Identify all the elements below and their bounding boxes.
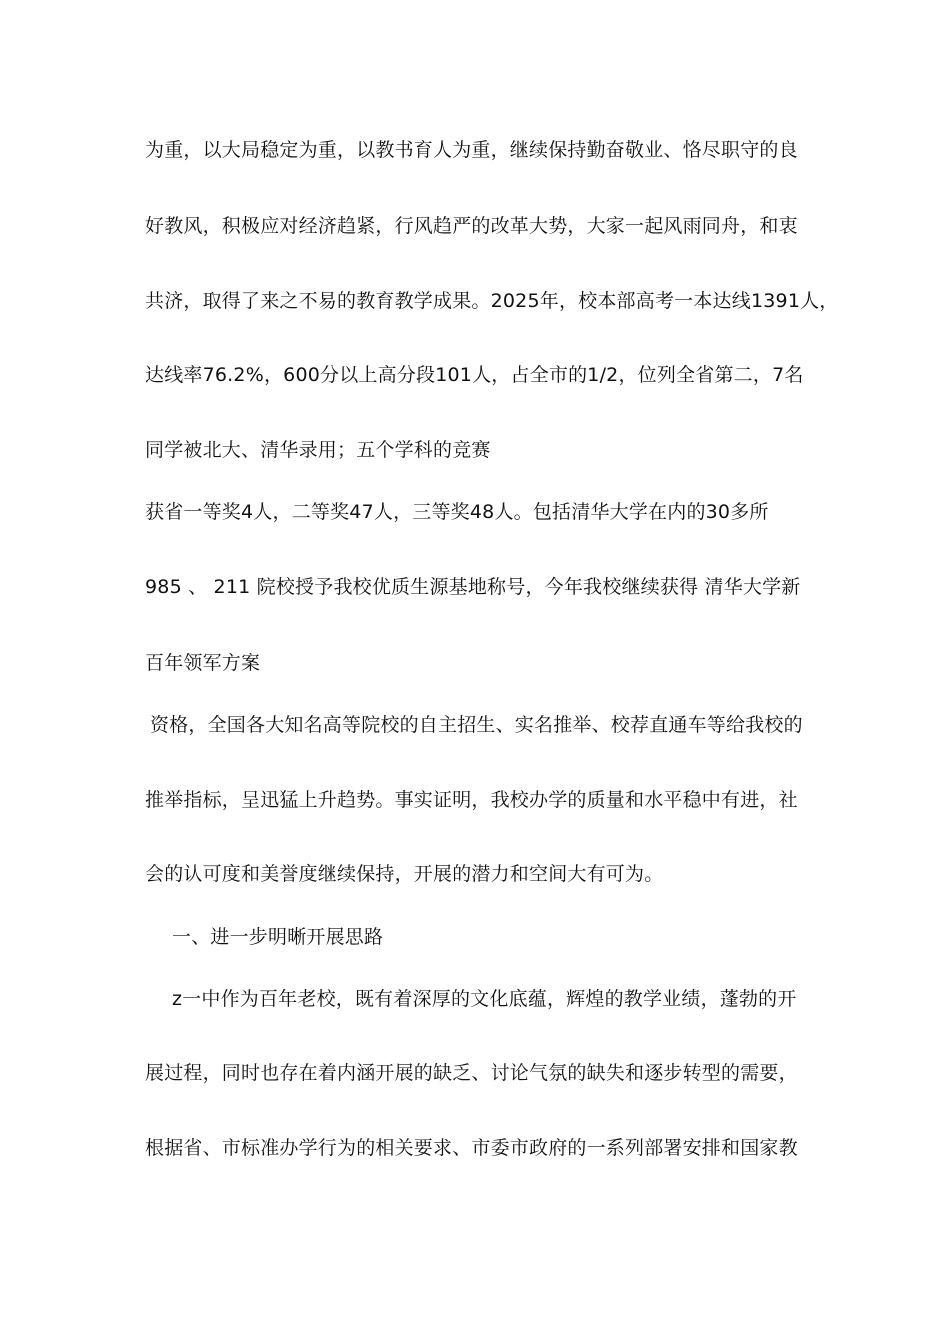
paragraph-line: 为重，以大局稳定为重，以教书育人为重，继续保持勤奋敬业、恪尽职守的良 (145, 139, 798, 161)
paragraph-line: 达线率76.2%，600分以上高分段101人，占全市的1/2，位列全省第二，7名 (145, 364, 804, 386)
paragraph-line: 好教风，积极应对经济趋紧，行风趋严的改革大势，大家一起风雨同舟，和衷 (145, 215, 798, 237)
paragraph-line: 985 、 211 院校授予我校优质生源基地称号，今年我校继续获得 清华大学新 (145, 576, 801, 598)
paragraph-line: 获省一等奖4人，二等奖47人，三等奖48人。包括清华大学在内的30多所 (145, 501, 769, 523)
section-heading: 一、进一步明晰开展思路 (172, 926, 384, 948)
paragraph-line: 展过程，同时也存在着内涵开展的缺乏、讨论气氛的缺失和逐步转型的需要， (145, 1062, 798, 1084)
paragraph-line: 同学被北大、清华录用；五个学科的竞赛 (145, 439, 491, 461)
paragraph-line: 资格，全国各大知名高等院校的自主招生、实名推举、校荐直通车等给我校的 (150, 714, 803, 736)
paragraph-line: z一中作为百年老校，既有着深厚的文化底蕴，辉煌的教学业绩，蓬勃的开 (172, 988, 797, 1010)
paragraph-line: 会的认可度和美誉度继续保持，开展的潜力和空间大有可为。 (145, 863, 664, 885)
paragraph-line: 百年领军方案 (145, 652, 261, 674)
paragraph-line: 推举指标，呈迅猛上升趋势。事实证明，我校办学的质量和水平稳中有进，社 (145, 789, 798, 811)
paragraph-line: 根据省、市标准办学行为的相关要求、市委市政府的一系列部署安排和国家教 (145, 1137, 798, 1159)
paragraph-line: 共济，取得了来之不易的教育教学成果。2025年，校本部高考一本达线1391人， (145, 290, 839, 312)
